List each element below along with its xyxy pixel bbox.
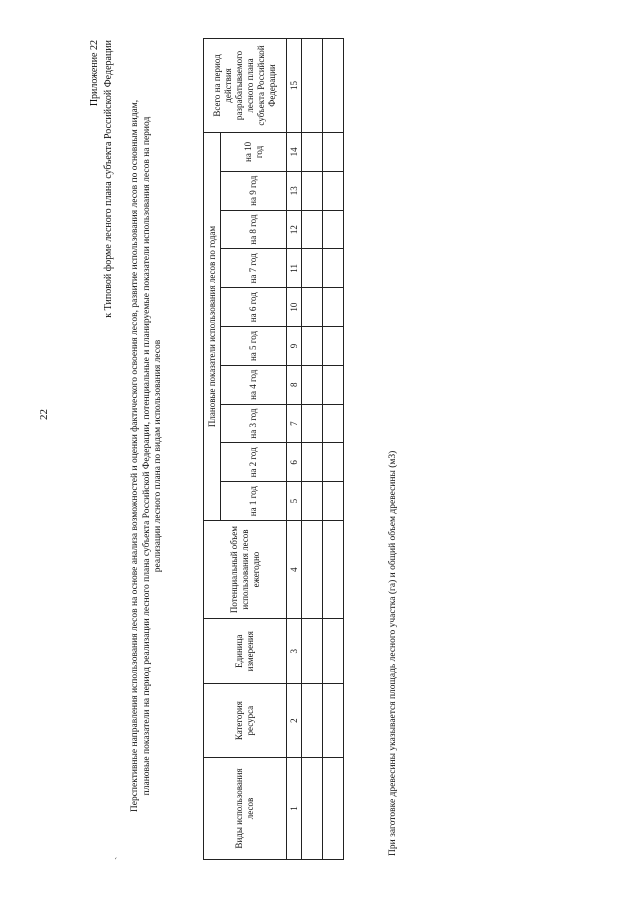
header-resource-category: Категория ресурса — [204, 684, 287, 758]
column-number: 14 — [287, 132, 302, 171]
header-year-10: на 10 год — [221, 132, 287, 171]
header-year-3: на 3 год — [221, 404, 287, 443]
table-row — [323, 39, 344, 860]
header-potential-volume: Потенциальный объем использования лесов ежегодно — [204, 521, 287, 619]
header-year-5: на 5 год — [221, 327, 287, 366]
document-heading — [130, 56, 165, 856]
column-number: 11 — [287, 249, 302, 288]
column-number: 6 — [287, 443, 302, 482]
header-year-8: на 8 год — [221, 210, 287, 249]
footnote: При заготовке древесины указывается площадь лесного участка (га) и общий объем древесины (м3) — [388, 450, 398, 856]
forest-use-table — [203, 38, 344, 860]
rotated-page-content — [88, 30, 640, 870]
page-number: 22 — [38, 409, 50, 420]
header-total: Всего на период действия разрабатываемого лесного плана субъекта Российской Федерации — [204, 39, 287, 133]
scan-mark: ˎ — [106, 856, 117, 860]
column-number: 5 — [287, 482, 302, 521]
column-number-row — [287, 39, 302, 860]
table-row — [302, 39, 323, 860]
column-number: 15 — [287, 39, 302, 133]
heading-line-3: реализации лесного плана по видам использования лесов — [153, 339, 163, 573]
header-year-1: на 1 год — [221, 482, 287, 521]
heading-line-2: плановые показатели на период реализации лесного плана субъекта Российской Федерации, потенциальные и планируемые показатели использования лесов на период — [141, 116, 152, 796]
appendix-line-2: к Типовой форме лесного плана субъекта Российской Федерации — [103, 40, 114, 318]
header-plan-indicators: Плановые показатели использования лесов по годам — [204, 132, 221, 520]
header-unit: Единица измерения — [204, 619, 287, 684]
header-year-6: на 6 год — [221, 288, 287, 327]
appendix-line-1: Приложение 22 — [89, 40, 100, 107]
column-number: 2 — [287, 684, 302, 758]
column-number: 10 — [287, 288, 302, 327]
heading-line-1: Перспективные направления использования лесов на основе анализа возможностей и оценки фактического освоения лесов, развитие использования лесов по основным видам, — [130, 99, 140, 813]
header-year-7: на 7 год — [221, 249, 287, 288]
header-forest-use-types: Виды использования лесов — [204, 757, 287, 859]
column-number: 13 — [287, 171, 302, 210]
header-year-2: на 2 год — [221, 443, 287, 482]
column-number: 4 — [287, 521, 302, 619]
column-number: 1 — [287, 757, 302, 859]
appendix-label — [88, 40, 116, 318]
column-number: 9 — [287, 327, 302, 366]
header-year-4: на 4 год — [221, 365, 287, 404]
column-number: 7 — [287, 404, 302, 443]
column-number: 12 — [287, 210, 302, 249]
header-year-9: на 9 год — [221, 171, 287, 210]
column-number: 8 — [287, 365, 302, 404]
column-number: 3 — [287, 619, 302, 684]
